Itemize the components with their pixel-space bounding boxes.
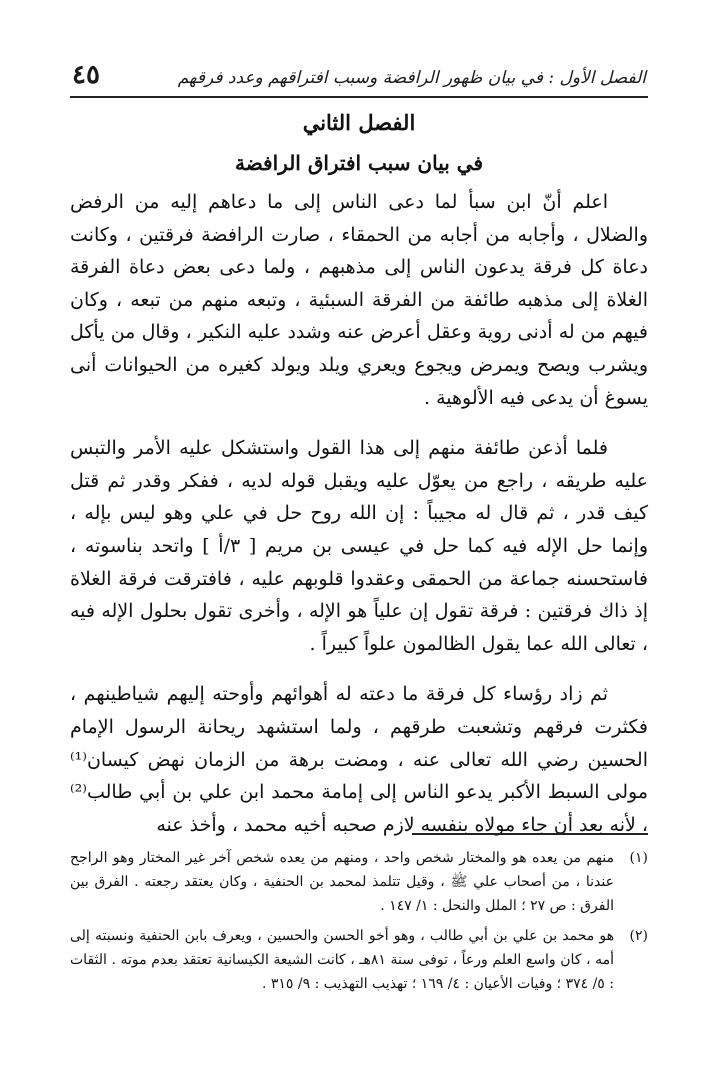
footnote-1-mark: (١) — [629, 850, 648, 866]
footnote-2 — [70, 924, 648, 996]
paragraph-2: فلما أذعن طائفة منهم إلى هذا القول واستشكل عليه الأمر والتبس عليه طريقه ، راجع من يعوّل عليه ويقبل قوله لديه ، ففكر وقدر ثم قتل كيف قدر ، ثم قال له مجيباً : إن الله روح حل في علي وهو ليس بإله ، وإنما حل الإله فيه كما حل في عيسى بن مريم [ ٣/أ ] واتحد بناسوته ، فاستحسنه جماعة من الحمقى وعقدوا قلوبهم عليه ، فافترقت فرقة الغلاة إذ ذاك فرقتين : فرقة تقول إن علياً هو الإله ، وأخرى تقول بحلول الإله فيه ، تعالى الله عما يقول الظالمون علواً كبيراً . — [70, 437, 648, 655]
running-header — [72, 52, 646, 94]
paragraph-3: ثم زاد رؤساء كل فرقة ما دعته له أهوائهم وأوحته إليهم شياطينهم ، فكثرت فرقهم وتشعبت طرقهم ، ولما استشهد ريحانة الرسول الإمام الحسين رضي الله تعالى عنه ، ومضت برهة من الزمان نهض كيسان⁽¹⁾ مولى السبط الأكبر يدعو الناس إلى إمامة محمد ابن علي بن أبي طالب⁽²⁾ ، لأنه بعد أن جاء مولاه بنفسه لازم صحبه أخيه محمد ، وأخذ عنه — [70, 683, 648, 836]
paragraph-1: اعلم أنّ ابن سبأ لما دعى الناس إلى ما دعاهم إليه من الرفض والضلال ، وأجابه من أجابه من الحمقاء ، صارت الرافضة فرقتين ، وكانت دعاة كل فرقة يدعون الناس إلى مذهبهم ، ولما دعى بعض دعاة الفرقة الغلاة إلى مذهبه طائفة من الفرقة السبئية ، وتبعه منهم من تبعه ، وكان فيهم من له أدنى روية وعقل أعرض عنه وشدد عليه النكير ، وقال من يأكل ويشرب ويصح ويمرض ويجوع ويعري ويلد ويولد كغيره من الحيوانات أنى يسوغ أن يدعى فيه الألوهية . — [70, 191, 648, 409]
body-text — [70, 186, 648, 841]
running-title: الفصل الأول : في بيان ظهور الرافضة وسبب افتراقهم وعدد فرقهم — [177, 68, 646, 88]
chapter-subtitle: في بيان سبب افتراق الرافضة — [234, 151, 484, 175]
footnote-1 — [70, 846, 648, 918]
footnote-2-text: هو محمد بن علي بن أبي طالب ، وهو أخو الحسن والحسين ، ويعرف بابن الحنفية ونسبته إلى أمه ، كان واسع العلم ورعاً ، توفى سنة ٨١هـ ، كانت الشيعة الكيسانية تعتقد بعدم موته . الثقات : ٥/ ٣٧٤ ؛ وفيات الأعيان : ٤/ ١٦٩ ؛ تهذيب التهذيب : ٩/ ٣١٥ . — [70, 928, 614, 992]
footnotes — [70, 846, 648, 1002]
chapter-title: الفصل الثاني — [302, 110, 416, 135]
footnote-2-mark: (٢) — [629, 928, 648, 944]
footnote-1-text: منهم من يعده هو والمختار شخص واحد ، ومنهم من يعده شخص آخر غير المختار وهو الراجح عندنا ، من أصحاب علي ﷺ ، وقيل تتلمذ لمحمد بن الحنفية ، وكان يعتقد رجعته . الفرق بين الفرق : ص ٢٧ ؛ الملل والنحل : ١/ ١٤٧ . — [70, 850, 614, 914]
header-rule — [70, 96, 648, 98]
page-number: ٤٥ — [72, 60, 100, 90]
footnote-rule — [412, 833, 648, 835]
